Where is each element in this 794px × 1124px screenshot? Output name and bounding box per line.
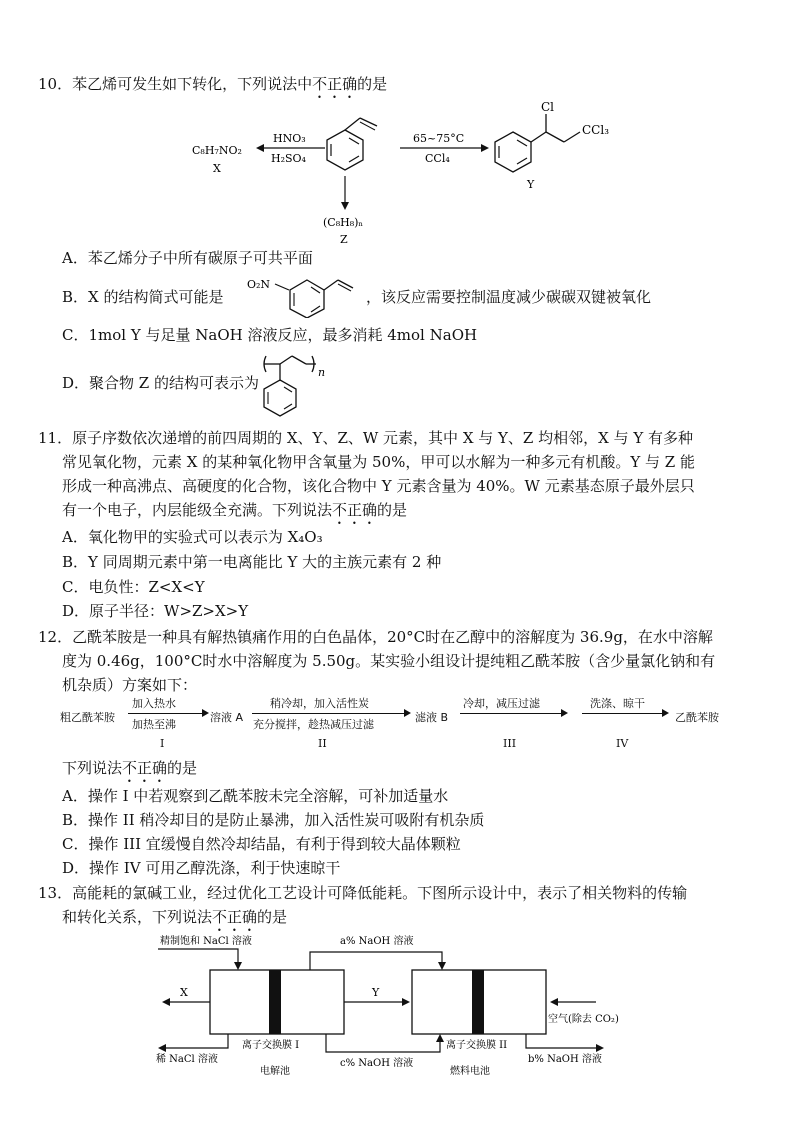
x-label: X	[213, 162, 221, 175]
flow-start: 粗乙酰苯胺	[60, 711, 115, 724]
flow-step4-num: IV	[616, 737, 629, 750]
q11-line4: 有一个电子，内层能级全充满。下列说法不正确的是	[62, 501, 408, 519]
q11-option-c: C．电负性：Z<X<Y	[62, 578, 205, 596]
membrane-1	[269, 970, 281, 1034]
flow-end: 乙酰苯胺	[675, 711, 719, 724]
q10-reaction-scheme	[170, 96, 630, 251]
z-formula: (C₈H₈)ₙ	[323, 216, 364, 229]
flow-arrow-3	[460, 713, 565, 714]
y-ccl3: CCl₃	[582, 123, 610, 137]
q12-line3: 机杂质）方案如下：	[62, 676, 198, 694]
b-naoh-label: b% NaOH 溶液	[528, 1054, 602, 1065]
flow-arrow-1	[128, 713, 206, 714]
reagent-hno3: HNO₃	[273, 132, 306, 145]
c-naoh-label: c% NaOH 溶液	[340, 1058, 414, 1069]
q11-option-a: A．氧化物甲的实验式可以表示为 X₄O₃	[62, 528, 323, 546]
q11-option-d: D．原子半径：W>Z>X>Y	[62, 602, 249, 620]
q12-option-c: C．操作 III 宜缓慢自然冷却结晶，有利于得到较大晶体颗粒	[62, 835, 461, 853]
flow-step2-top: 稍冷却，加入活性炭	[270, 697, 369, 710]
q10-option-b: B．X 的结构简式可能是	[62, 288, 224, 306]
q10-option-c: C．1mol Y 与足量 NaOH 溶液反应，最多消耗 4mol NaOH	[62, 326, 478, 344]
feed-label: 精制饱和 NaCl 溶液	[160, 936, 252, 947]
x-formula: C₈H₇NO₂	[192, 144, 242, 157]
q11-line1: 11．原子序数依次递增的前四周期的 X、Y、Z、W 元素，其中 X 与 Y、Z 均相邻，X 与 Y 有多种	[38, 429, 694, 447]
q12-ask: 下列说法不正确的是	[62, 759, 198, 777]
no2-group: O₂N	[247, 278, 271, 291]
y-label: Y	[372, 986, 380, 999]
q13-line2: 和转化关系，下列说法不正确的是	[62, 908, 288, 926]
a-naoh-label: a% NaOH 溶液	[340, 936, 414, 947]
flow-mid2: 滤液 B	[415, 711, 449, 724]
q12-line1: 12．乙酰苯胺是一种具有解热镇痛作用的白色晶体，20°C时在乙醇中的溶解度为 36.9g，在水中溶解	[38, 628, 713, 646]
q10-emphasis: 不正确	[312, 75, 358, 93]
polystyrene-structure	[260, 350, 360, 422]
q12-option-a: A．操作 I 中若观察到乙酰苯胺未完全溶解，可补加适量水	[62, 787, 449, 805]
q12-line2: 度为 0.46g，100°C时水中溶解度为 5.50g。某实验小组设计提纯粗乙酰苯胺（含少量氯化钠和有	[62, 652, 716, 670]
membrane-2	[472, 970, 484, 1034]
flow-step1-num: I	[160, 737, 165, 750]
q10-option-b-rest: ，该反应需要控制温度减少碳碳双键被氧化	[366, 288, 652, 306]
flow-mid1: 溶液 A	[210, 711, 244, 724]
q11-line3: 形成一种高沸点、高硬度的化合物，该化合物中 Y 元素含量为 40%。W 元素基态原子最外层只	[62, 477, 695, 495]
flow-arrow-2	[252, 713, 408, 714]
cell-2-name: 燃料电池	[450, 1066, 490, 1077]
flow-step1-top: 加入热水	[132, 697, 176, 710]
flow-step2-bottom: 充分搅拌，趁热减压过滤	[253, 718, 374, 731]
flow-arrow-4	[582, 713, 666, 714]
flow-step3-num: III	[503, 737, 517, 750]
polymer-n: n	[318, 366, 326, 379]
flow-step3-top: 冷却，减压过滤	[463, 697, 540, 710]
y-label: Y	[527, 178, 535, 191]
nitrostyrene-structure	[245, 268, 365, 318]
reagent-ccl4: CCl₄	[425, 152, 450, 165]
reagent-temp: 65~75°C	[413, 132, 465, 145]
q12-option-b: B．操作 II 稍冷却目的是防止暴沸，加入活性炭可吸附有机杂质	[62, 811, 485, 829]
styrene-structure	[327, 118, 377, 170]
z-label: Z	[340, 233, 348, 246]
membrane-2-label: 离子交换膜 II	[446, 1040, 508, 1051]
cell-1-name: 电解池	[260, 1066, 290, 1077]
q13-line1: 13．高能耗的氯碱工业，经过优化工艺设计可降低能耗。下图所示设计中，表示了相关物料的传输	[38, 884, 688, 902]
y-structure	[495, 114, 580, 172]
q12-option-d: D．操作 IV 可用乙醇洗涤，利于快速晾干	[62, 859, 341, 877]
flow-step1-bottom: 加热至沸	[132, 718, 176, 731]
q11-line2: 常见氧化物，元素 X 的某种氧化物甲含氧量为 50%，甲可以水解为一种多元有机酸。Y 与 Z 能	[62, 453, 695, 471]
flow-step4-top: 洗涤、晾干	[590, 697, 645, 710]
membrane-1-label: 离子交换膜 I	[242, 1040, 300, 1051]
q11-option-b: B．Y 同周期元素中第一电离能比 Y 大的主族元素有 2 种	[62, 553, 442, 571]
x-label: X	[180, 986, 188, 999]
flow-step2-num: II	[318, 737, 327, 750]
q13-chlor-alkali-diagram	[150, 930, 630, 1080]
q10-option-a: A．苯乙烯分子中所有碳原子可共平面	[62, 249, 313, 267]
y-cl: Cl	[541, 100, 555, 114]
dilute-nacl-label: 稀 NaCl 溶液	[156, 1054, 218, 1065]
air-label: 空气(除去 CO₂)	[548, 1014, 619, 1025]
q12-flowchart	[60, 694, 760, 754]
q10-option-d: D．聚合物 Z 的结构可表示为	[62, 374, 259, 392]
reagent-h2so4: H₂SO₄	[271, 152, 306, 165]
q10-stem: 10．苯乙烯可发生如下转化，下列说法中不正确的是	[38, 75, 388, 93]
